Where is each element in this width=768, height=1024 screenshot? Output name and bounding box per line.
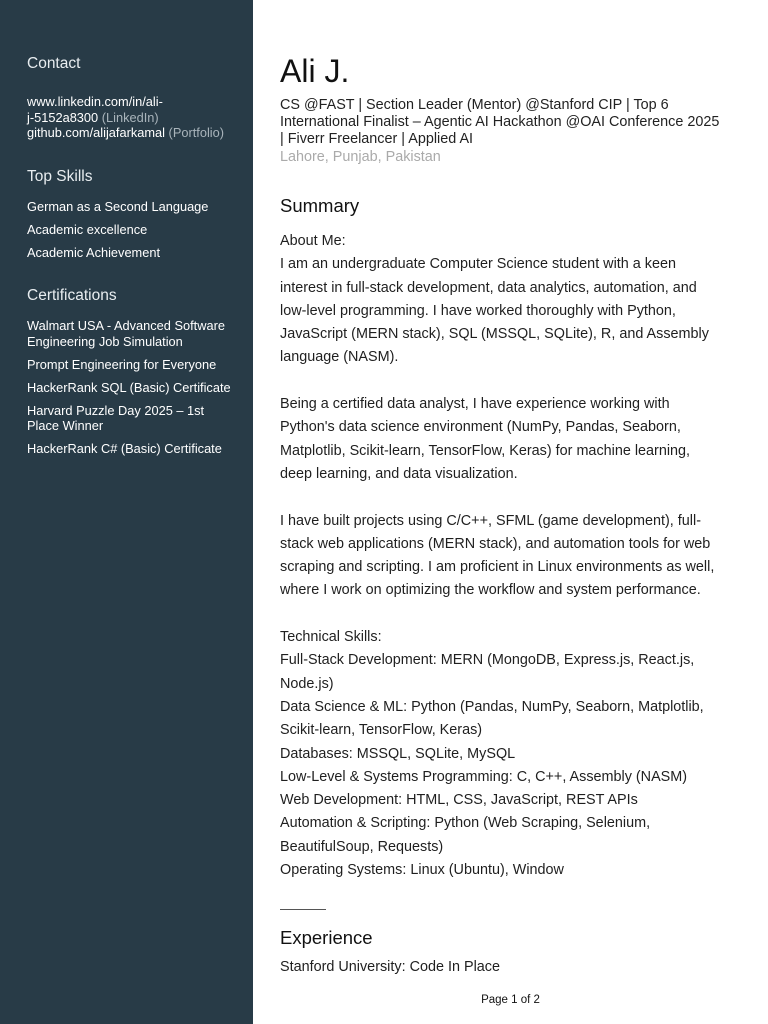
- summary-line: where I work on optimizing the workflow and system performance.: [280, 582, 701, 599]
- certifications-section: [27, 287, 239, 457]
- summary-line: Scikit-learn, TensorFlow, Keras): [280, 722, 483, 739]
- summary-line: Web Development: HTML, CSS, JavaScript, REST APIs: [280, 792, 638, 809]
- certifications-heading: Certifications: [27, 287, 117, 304]
- summary-line: I have built projects using C/C++, SFML (game development), full-: [280, 512, 701, 529]
- portfolio-link-line[interactable]: [27, 125, 239, 141]
- linkedin-link-line-1[interactable]: www.linkedin.com/in/ali-: [27, 94, 163, 109]
- contact-links: [27, 94, 239, 141]
- profile-headline: [280, 97, 744, 148]
- contact-section: [27, 55, 239, 141]
- headline-line: International Finalist – Agentic AI Hackathon @OAI Conference 2025: [280, 114, 720, 130]
- profile-location: Lahore, Punjab, Pakistan: [280, 149, 441, 165]
- linkedin-link-line-2[interactable]: [27, 110, 239, 126]
- linkedin-tag: (LinkedIn): [98, 109, 159, 125]
- summary-line: Node.js): [280, 675, 334, 692]
- summary-paragraph-projects: [280, 510, 744, 603]
- top-skills-heading: Top Skills: [27, 167, 93, 185]
- summary-paragraph-skills: [280, 626, 744, 882]
- headline-line: CS @FAST | Section Leader (Mentor) @Stanford CIP | Top 6: [280, 97, 669, 113]
- summary-line: BeautifulSoup, Requests): [280, 838, 444, 855]
- summary-line: Being a certified data analyst, I have experience working with: [280, 396, 670, 413]
- summary-line: low-level programming. I have worked thoroughly with Python,: [280, 302, 676, 319]
- summary-line: I am an undergraduate Computer Science student with a keen: [280, 256, 676, 273]
- top-skills-section: [27, 168, 239, 261]
- summary-line: stack web applications (MERN stack), and automation tools for web: [280, 535, 711, 552]
- certification-item: [27, 318, 239, 349]
- linkedin-url-end[interactable]: j-5152a8300: [27, 109, 99, 125]
- certification-line: Engineering Job Simulation: [27, 333, 183, 349]
- summary-line: Automation & Scripting: Python (Web Scraping, Selenium,: [280, 815, 651, 832]
- summary-line: Low-Level & Systems Programming: C, C++, Assembly (NASM): [280, 768, 688, 785]
- summary-paragraph-about: [280, 230, 744, 370]
- experience-heading: Experience: [280, 927, 373, 949]
- skill-item: Academic Achievement: [27, 244, 161, 260]
- summary-line: Matplotlib, Scikit-learn, TensorFlow, Keras) for machine learning,: [280, 442, 691, 459]
- portfolio-tag: (Portfolio): [165, 125, 225, 140]
- certification-line: Place Winner: [27, 418, 104, 433]
- summary-line: About Me:: [280, 233, 346, 249]
- main-content: [280, 52, 744, 976]
- experience-organization: Stanford University: Code In Place: [280, 959, 500, 976]
- skill-item: Academic excellence: [27, 221, 148, 237]
- section-divider: [280, 909, 326, 910]
- certification-line: HackerRank C# (Basic) Certificate: [27, 441, 222, 456]
- skill-item: German as a Second Language: [27, 198, 209, 214]
- summary-line: Data Science & ML: Python (Pandas, NumPy, Seaborn, Matplotlib,: [280, 698, 704, 715]
- summary-line: Operating Systems: Linux (Ubuntu), Window: [280, 862, 564, 879]
- summary-line: scraping and scripting. I am proficient in Linux environments as well,: [280, 559, 715, 576]
- certification-item: [27, 380, 239, 396]
- sidebar: [0, 0, 253, 1024]
- certification-line: Walmart USA - Advanced Software: [27, 318, 225, 333]
- summary-heading: Summary: [280, 195, 360, 216]
- page-number: Page 1 of 2: [481, 994, 540, 1006]
- summary-line: Technical Skills:: [280, 629, 382, 646]
- certification-line: HackerRank SQL (Basic) Certificate: [27, 379, 231, 395]
- summary-paragraph-data: [280, 393, 744, 486]
- summary-line: Databases: MSSQL, SQLite, MySQL: [280, 745, 516, 762]
- summary-line: Python's data science environment (NumPy, Pandas, Seaborn,: [280, 419, 681, 436]
- certification-line: Prompt Engineering for Everyone: [27, 356, 217, 372]
- summary-line: language (NASM).: [280, 349, 399, 366]
- summary-line: Full-Stack Development: MERN (MongoDB, Express.js, React.js,: [280, 652, 695, 669]
- summary-line: deep learning, and data visualization.: [280, 465, 518, 482]
- certification-item: [27, 403, 239, 434]
- certification-line: Harvard Puzzle Day 2025 – 1st: [27, 402, 205, 418]
- summary-line: JavaScript (MERN stack), SQL (MSSQL, SQLite), R, and Assembly: [280, 326, 709, 343]
- profile-name: Ali J.: [280, 53, 350, 89]
- contact-heading: Contact: [27, 55, 81, 72]
- portfolio-url[interactable]: github.com/alijafarkamal: [27, 125, 165, 140]
- certification-item: [27, 357, 239, 373]
- summary-line: interest in full-stack development, data analytics, automation, and: [280, 279, 697, 296]
- certification-item: [27, 441, 239, 457]
- headline-line: | Fiverr Freelancer | Applied AI: [280, 131, 474, 147]
